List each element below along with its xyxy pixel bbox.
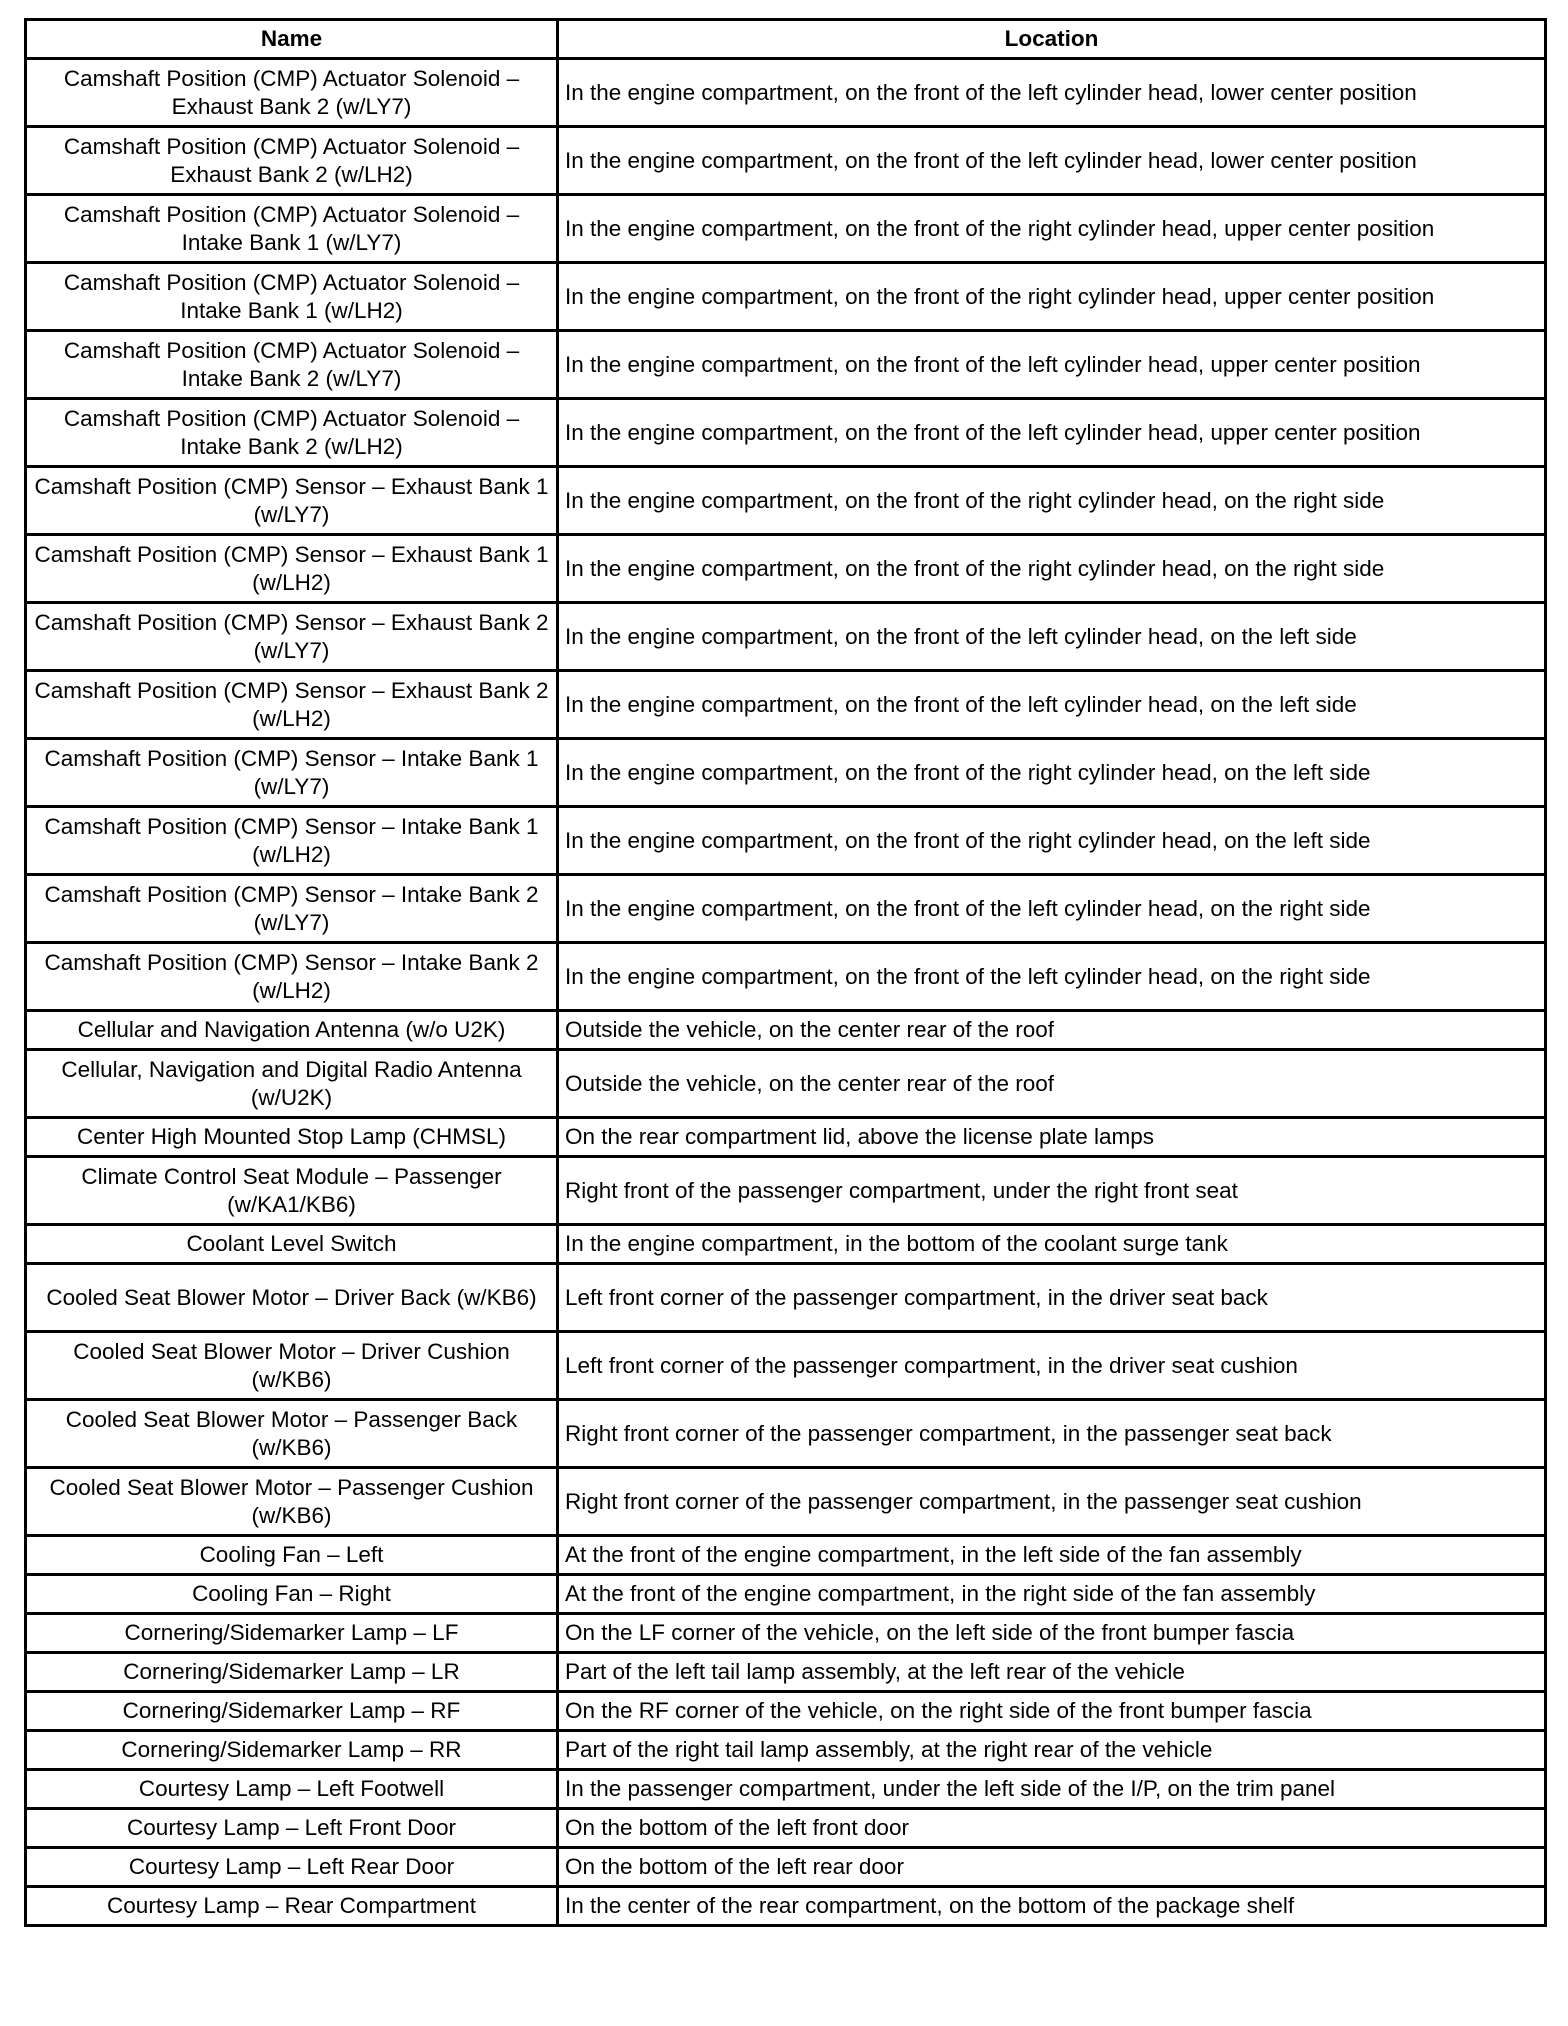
table-body bbox=[26, 59, 1546, 1926]
component-name-cell: Cellular, Navigation and Digital Radio Antenna (w/U2K) bbox=[26, 1050, 558, 1118]
table-row bbox=[26, 1770, 1546, 1809]
component-location-cell: In the engine compartment, on the front of the left cylinder head, on the right side bbox=[558, 875, 1546, 943]
table-row bbox=[26, 1225, 1546, 1264]
table-row bbox=[26, 875, 1546, 943]
component-location-cell: Left front corner of the passenger compartment, in the driver seat cushion bbox=[558, 1332, 1546, 1400]
component-location-cell: In the engine compartment, on the front of the left cylinder head, lower center position bbox=[558, 127, 1546, 195]
component-location-cell: In the engine compartment, on the front of the left cylinder head, lower center position bbox=[558, 59, 1546, 127]
component-name-cell: Cooled Seat Blower Motor – Passenger Cushion (w/KB6) bbox=[26, 1468, 558, 1536]
component-location-cell: Right front of the passenger compartment, under the right front seat bbox=[558, 1157, 1546, 1225]
table-row bbox=[26, 1575, 1546, 1614]
component-location-cell: In the engine compartment, on the front of the left cylinder head, upper center position bbox=[558, 399, 1546, 467]
table-row bbox=[26, 399, 1546, 467]
component-name-cell: Camshaft Position (CMP) Actuator Solenoid – Intake Bank 2 (w/LH2) bbox=[26, 399, 558, 467]
table-row bbox=[26, 1614, 1546, 1653]
component-location-cell: In the engine compartment, on the front of the right cylinder head, on the left side bbox=[558, 739, 1546, 807]
table-row bbox=[26, 1050, 1546, 1118]
table-row bbox=[26, 1809, 1546, 1848]
table-row bbox=[26, 1011, 1546, 1050]
component-name-cell: Coolant Level Switch bbox=[26, 1225, 558, 1264]
component-location-cell: Part of the left tail lamp assembly, at the left rear of the vehicle bbox=[558, 1653, 1546, 1692]
component-name-cell: Cornering/Sidemarker Lamp – LR bbox=[26, 1653, 558, 1692]
component-location-table-wrapper bbox=[24, 18, 1544, 1927]
component-name-cell: Camshaft Position (CMP) Actuator Solenoid – Intake Bank 1 (w/LY7) bbox=[26, 195, 558, 263]
component-location-cell: In the engine compartment, on the front of the right cylinder head, on the right side bbox=[558, 535, 1546, 603]
component-location-cell: In the engine compartment, on the front of the right cylinder head, upper center position bbox=[558, 195, 1546, 263]
component-name-cell: Courtesy Lamp – Left Footwell bbox=[26, 1770, 558, 1809]
component-location-cell: Left front corner of the passenger compartment, in the driver seat back bbox=[558, 1264, 1546, 1332]
component-name-cell: Courtesy Lamp – Left Front Door bbox=[26, 1809, 558, 1848]
component-location-cell: Right front corner of the passenger compartment, in the passenger seat cushion bbox=[558, 1468, 1546, 1536]
table-row bbox=[26, 59, 1546, 127]
component-location-cell: In the engine compartment, on the front of the right cylinder head, on the left side bbox=[558, 807, 1546, 875]
table-row bbox=[26, 1400, 1546, 1468]
component-name-cell: Cellular and Navigation Antenna (w/o U2K) bbox=[26, 1011, 558, 1050]
component-location-cell: Outside the vehicle, on the center rear of the roof bbox=[558, 1050, 1546, 1118]
component-location-cell: At the front of the engine compartment, in the right side of the fan assembly bbox=[558, 1575, 1546, 1614]
component-location-cell: In the center of the rear compartment, on the bottom of the package shelf bbox=[558, 1887, 1546, 1926]
component-name-cell: Camshaft Position (CMP) Actuator Solenoid – Exhaust Bank 2 (w/LH2) bbox=[26, 127, 558, 195]
component-location-cell: In the engine compartment, on the front of the right cylinder head, upper center position bbox=[558, 263, 1546, 331]
component-location-cell: Outside the vehicle, on the center rear of the roof bbox=[558, 1011, 1546, 1050]
component-location-cell: In the engine compartment, in the bottom of the coolant surge tank bbox=[558, 1225, 1546, 1264]
column-header-name: Name bbox=[26, 20, 558, 59]
table-row bbox=[26, 1264, 1546, 1332]
table-row bbox=[26, 535, 1546, 603]
table-row bbox=[26, 739, 1546, 807]
component-name-cell: Cooled Seat Blower Motor – Passenger Back (w/KB6) bbox=[26, 1400, 558, 1468]
component-name-cell: Center High Mounted Stop Lamp (CHMSL) bbox=[26, 1118, 558, 1157]
table-row bbox=[26, 807, 1546, 875]
component-location-cell: In the engine compartment, on the front of the right cylinder head, on the right side bbox=[558, 467, 1546, 535]
component-name-cell: Camshaft Position (CMP) Actuator Solenoid – Intake Bank 2 (w/LY7) bbox=[26, 331, 558, 399]
component-name-cell: Camshaft Position (CMP) Sensor – Intake Bank 1 (w/LH2) bbox=[26, 807, 558, 875]
table-header-row bbox=[26, 20, 1546, 59]
table-row bbox=[26, 671, 1546, 739]
component-location-cell: In the engine compartment, on the front of the left cylinder head, upper center position bbox=[558, 331, 1546, 399]
component-location-cell: On the LF corner of the vehicle, on the left side of the front bumper fascia bbox=[558, 1614, 1546, 1653]
component-location-cell: In the engine compartment, on the front of the left cylinder head, on the left side bbox=[558, 671, 1546, 739]
component-name-cell: Camshaft Position (CMP) Sensor – Exhaust Bank 2 (w/LH2) bbox=[26, 671, 558, 739]
column-header-location: Location bbox=[558, 20, 1546, 59]
table-row bbox=[26, 1468, 1546, 1536]
table-row bbox=[26, 943, 1546, 1011]
component-name-cell: Cornering/Sidemarker Lamp – RR bbox=[26, 1731, 558, 1770]
component-location-cell: On the bottom of the left front door bbox=[558, 1809, 1546, 1848]
component-location-cell: On the rear compartment lid, above the license plate lamps bbox=[558, 1118, 1546, 1157]
table-row bbox=[26, 467, 1546, 535]
table-row bbox=[26, 1332, 1546, 1400]
component-location-cell: In the engine compartment, on the front of the left cylinder head, on the right side bbox=[558, 943, 1546, 1011]
component-name-cell: Climate Control Seat Module – Passenger (w/KA1/KB6) bbox=[26, 1157, 558, 1225]
component-location-cell: On the RF corner of the vehicle, on the right side of the front bumper fascia bbox=[558, 1692, 1546, 1731]
component-location-cell: On the bottom of the left rear door bbox=[558, 1848, 1546, 1887]
table-row bbox=[26, 1118, 1546, 1157]
table-row bbox=[26, 1887, 1546, 1926]
component-name-cell: Cornering/Sidemarker Lamp – RF bbox=[26, 1692, 558, 1731]
component-name-cell: Camshaft Position (CMP) Sensor – Exhaust Bank 1 (w/LH2) bbox=[26, 535, 558, 603]
table-row bbox=[26, 127, 1546, 195]
component-location-table bbox=[24, 18, 1547, 1927]
component-name-cell: Camshaft Position (CMP) Sensor – Exhaust Bank 1 (w/LY7) bbox=[26, 467, 558, 535]
table-row bbox=[26, 603, 1546, 671]
component-location-cell: At the front of the engine compartment, in the left side of the fan assembly bbox=[558, 1536, 1546, 1575]
component-location-cell: In the passenger compartment, under the left side of the I/P, on the trim panel bbox=[558, 1770, 1546, 1809]
table-row bbox=[26, 1848, 1546, 1887]
component-name-cell: Courtesy Lamp – Left Rear Door bbox=[26, 1848, 558, 1887]
table-row bbox=[26, 263, 1546, 331]
component-location-cell: Right front corner of the passenger compartment, in the passenger seat back bbox=[558, 1400, 1546, 1468]
component-name-cell: Courtesy Lamp – Rear Compartment bbox=[26, 1887, 558, 1926]
component-name-cell: Cooled Seat Blower Motor – Driver Back (w/KB6) bbox=[26, 1264, 558, 1332]
table-row bbox=[26, 1653, 1546, 1692]
component-name-cell: Camshaft Position (CMP) Actuator Solenoid – Intake Bank 1 (w/LH2) bbox=[26, 263, 558, 331]
component-name-cell: Cooling Fan – Right bbox=[26, 1575, 558, 1614]
component-name-cell: Camshaft Position (CMP) Sensor – Intake Bank 1 (w/LY7) bbox=[26, 739, 558, 807]
component-name-cell: Camshaft Position (CMP) Actuator Solenoid – Exhaust Bank 2 (w/LY7) bbox=[26, 59, 558, 127]
component-name-cell: Camshaft Position (CMP) Sensor – Exhaust Bank 2 (w/LY7) bbox=[26, 603, 558, 671]
component-location-cell: In the engine compartment, on the front of the left cylinder head, on the left side bbox=[558, 603, 1546, 671]
table-row bbox=[26, 1692, 1546, 1731]
component-name-cell: Cornering/Sidemarker Lamp – LF bbox=[26, 1614, 558, 1653]
component-name-cell: Camshaft Position (CMP) Sensor – Intake Bank 2 (w/LH2) bbox=[26, 943, 558, 1011]
component-name-cell: Cooled Seat Blower Motor – Driver Cushion (w/KB6) bbox=[26, 1332, 558, 1400]
component-name-cell: Camshaft Position (CMP) Sensor – Intake Bank 2 (w/LY7) bbox=[26, 875, 558, 943]
component-location-cell: Part of the right tail lamp assembly, at the right rear of the vehicle bbox=[558, 1731, 1546, 1770]
table-row bbox=[26, 1157, 1546, 1225]
table-row bbox=[26, 331, 1546, 399]
table-row bbox=[26, 1536, 1546, 1575]
component-name-cell: Cooling Fan – Left bbox=[26, 1536, 558, 1575]
table-row bbox=[26, 195, 1546, 263]
table-row bbox=[26, 1731, 1546, 1770]
